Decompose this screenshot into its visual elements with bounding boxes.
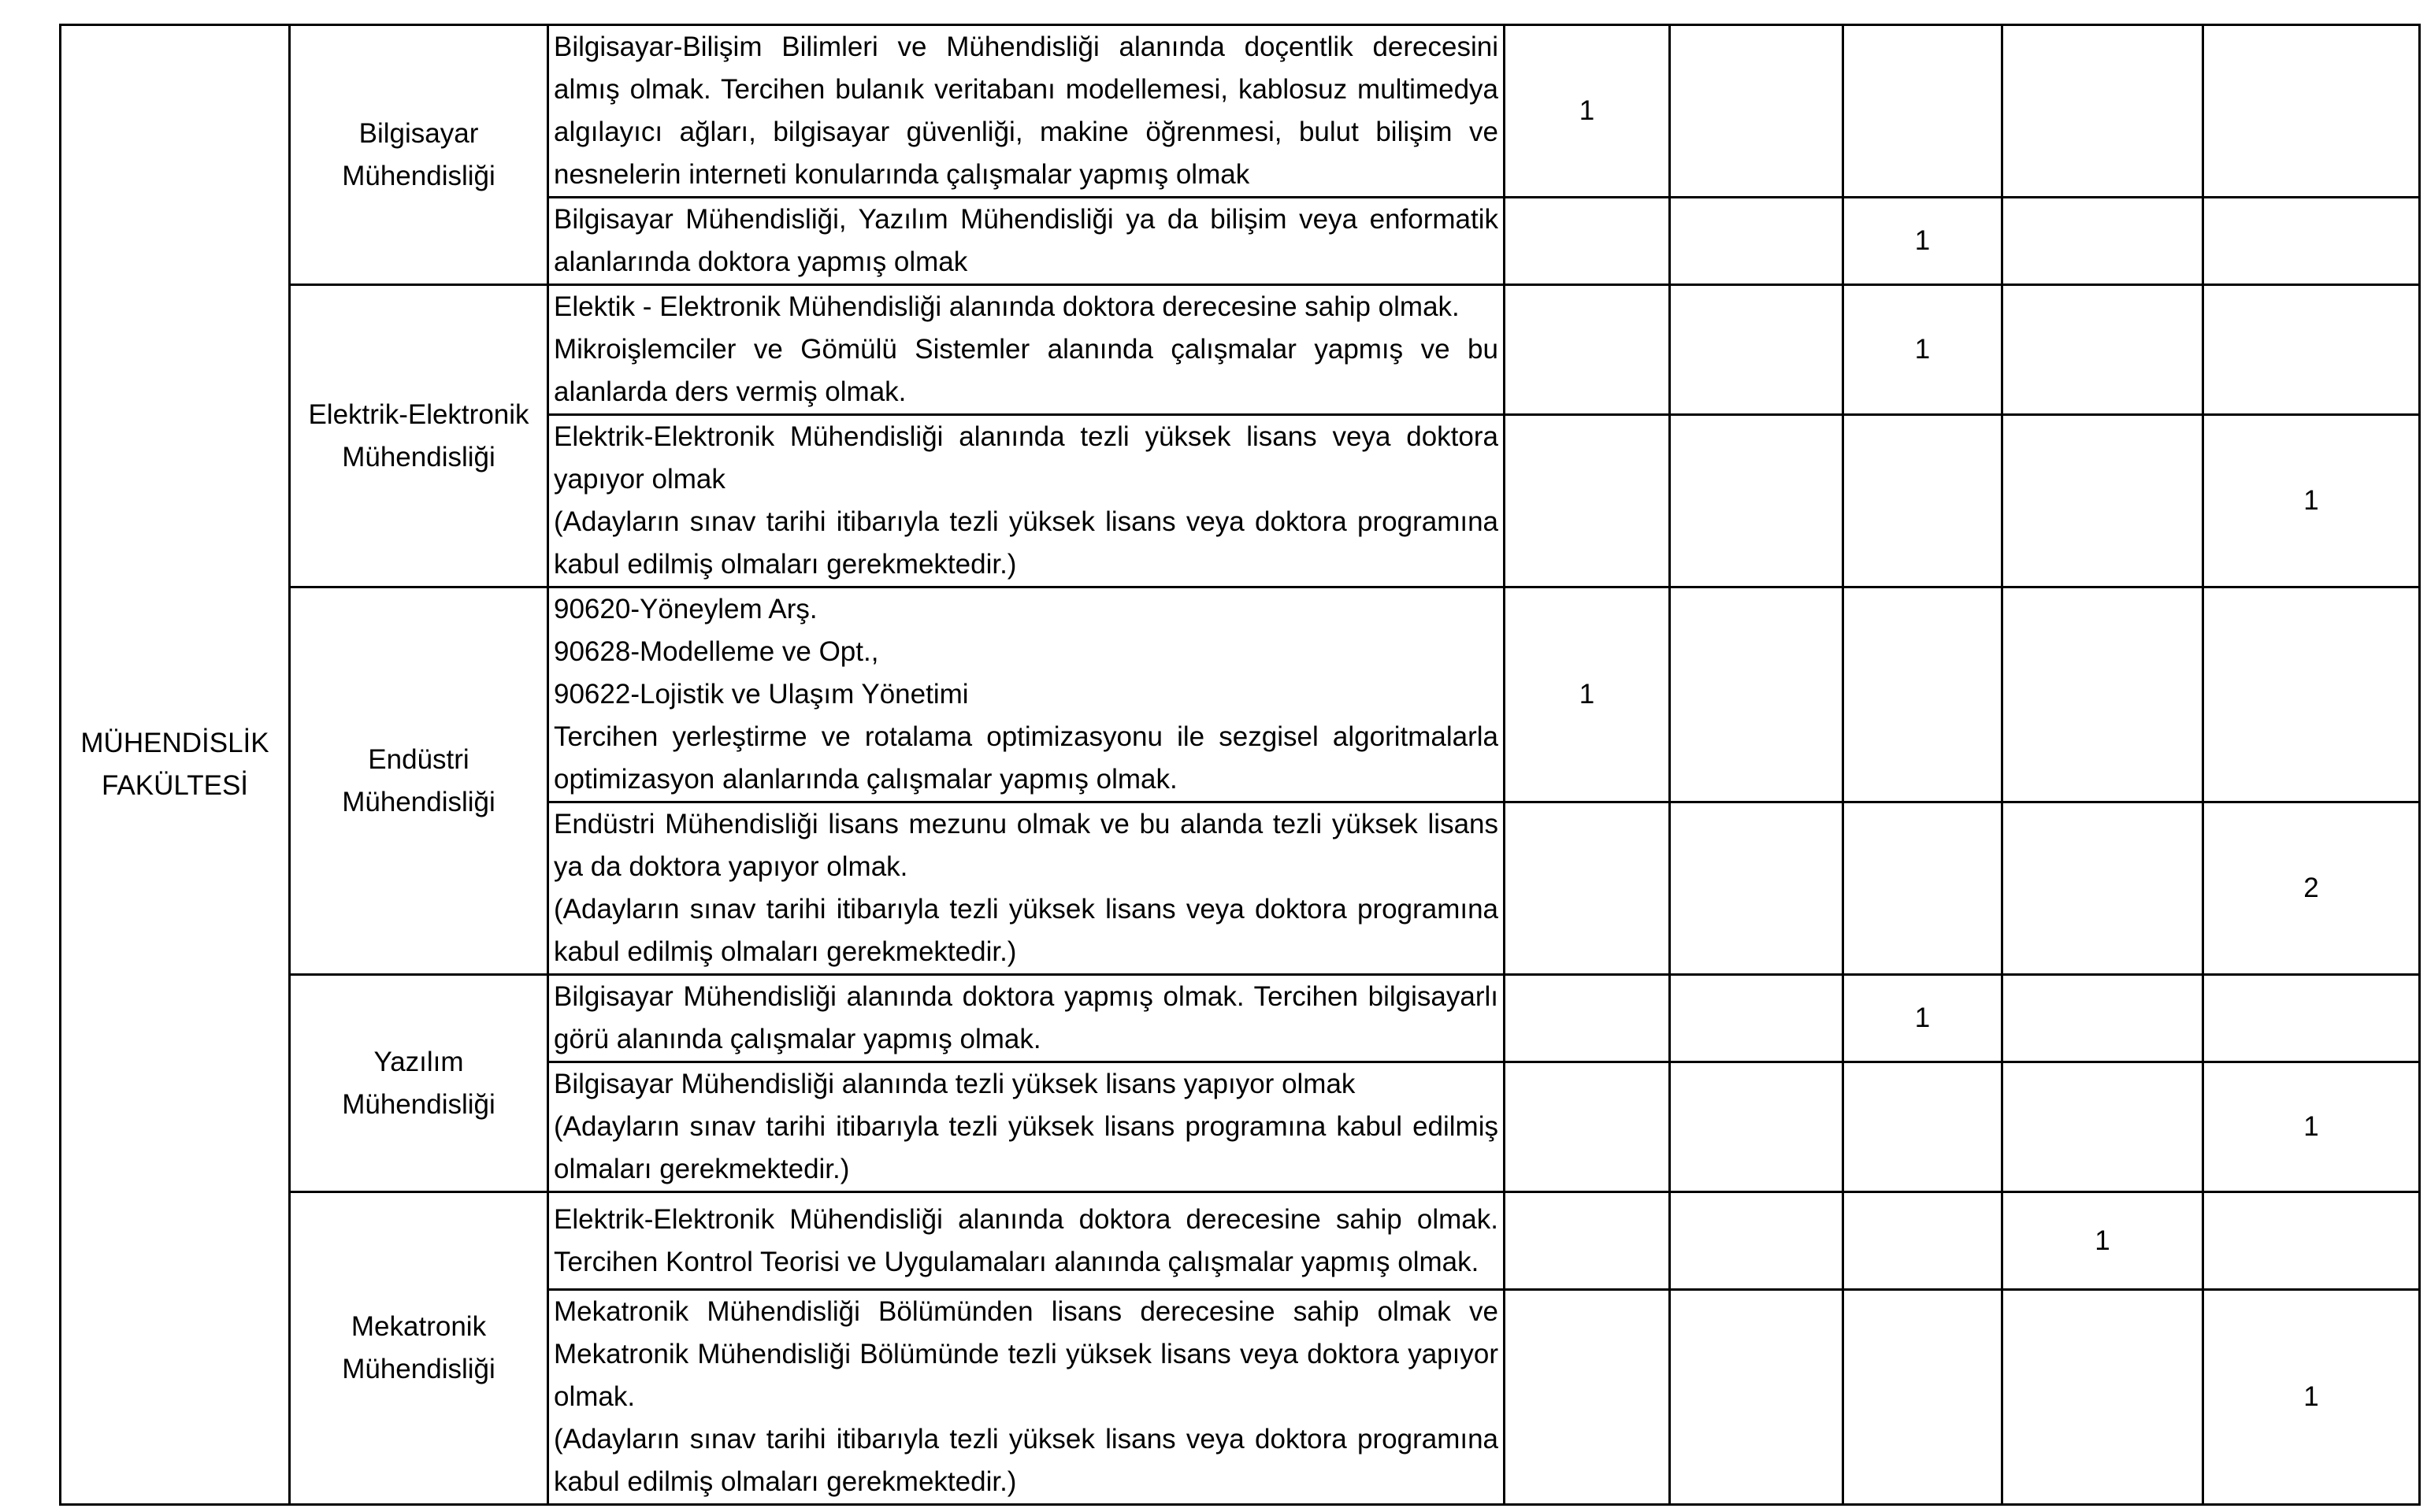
staff-requirements-table bbox=[59, 24, 2421, 1506]
count-cell bbox=[2002, 975, 2203, 1062]
department-name-line: Endüstri bbox=[368, 743, 469, 775]
requirement-cell: Bilgisayar Mühendisliği alanında doktora yapmış olmak. Tercihen bilgisayarlı görü alanında çalışmalar yapmış olmak. bbox=[548, 975, 1505, 1062]
count-cell bbox=[2002, 25, 2203, 198]
faculty-name-line: MÜHENDİSLİK bbox=[80, 728, 269, 758]
count-cell bbox=[1670, 1290, 1843, 1505]
count-cell bbox=[1505, 415, 1670, 587]
requirement-line: Endüstri Mühendisliği lisans mezunu olmak ve bu alanda tezli yüksek lisans ya da doktora yapıyor olmak. bbox=[554, 809, 1498, 882]
count-cell: 1 bbox=[1505, 25, 1670, 198]
department-name-line: Mühendisliği bbox=[342, 786, 495, 817]
requirement-line: 90620-Yöneylem Arş. bbox=[554, 594, 818, 624]
count-cell bbox=[1670, 25, 1843, 198]
count-cell bbox=[2002, 198, 2203, 285]
faculty-name-line: FAKÜLTESİ bbox=[101, 770, 249, 801]
count-cell bbox=[1670, 1062, 1843, 1192]
requirement-cell bbox=[548, 1290, 1505, 1505]
count-cell bbox=[2203, 25, 2420, 198]
requirement-line: Elektik - Elektronik Mühendisliği alanında doktora derecesine sahip olmak. bbox=[554, 291, 1460, 322]
count-cell bbox=[2203, 198, 2420, 285]
count-cell bbox=[1505, 1062, 1670, 1192]
count-cell bbox=[1505, 1290, 1670, 1505]
table-row bbox=[61, 1192, 2420, 1290]
department-cell-bilgisayar bbox=[290, 25, 548, 285]
requirement-cell: Elektrik-Elektronik Mühendisliği alanında doktora derecesine sahip olmak. Tercihen Kontrol Teorisi ve Uygulamaları alanında çalışmalar yapmış olmak. bbox=[548, 1192, 1505, 1290]
requirement-cell bbox=[548, 415, 1505, 587]
count-cell: 1 bbox=[2203, 1290, 2420, 1505]
department-cell-yazilim bbox=[290, 975, 548, 1192]
department-name-line: Bilgisayar bbox=[358, 117, 479, 149]
requirement-line: Elektrik-Elektronik Mühendisliği alanında tezli yüksek lisans veya doktora yapıyor olmak bbox=[554, 421, 1498, 495]
table-row bbox=[61, 587, 2420, 802]
count-cell bbox=[1843, 1192, 2002, 1290]
count-cell bbox=[1670, 415, 1843, 587]
requirement-line: (Adayların sınav tarihi itibarıyla tezli yüksek lisans veya doktora programına kabul edilmiş olmaları gerekmektedir.) bbox=[554, 1424, 1498, 1497]
count-cell: 2 bbox=[2203, 802, 2420, 975]
requirement-line: (Adayların sınav tarihi itibarıyla tezli yüksek lisans veya doktora programına kabul edilmiş olmaları gerekmektedir.) bbox=[554, 506, 1498, 580]
table-row bbox=[61, 25, 2420, 198]
requirement-line: Bilgisayar Mühendisliği alanında tezli yüksek lisans yapıyor olmak bbox=[554, 1069, 1356, 1099]
count-cell bbox=[2002, 285, 2203, 415]
requirement-cell bbox=[548, 587, 1505, 802]
department-name-line: Mühendisliği bbox=[342, 1088, 495, 1120]
count-cell bbox=[2203, 1192, 2420, 1290]
requirement-cell bbox=[548, 1062, 1505, 1192]
requirement-line: (Adayların sınav tarihi itibarıyla tezli yüksek lisans programına kabul edilmiş olmaları gerekmektedir.) bbox=[554, 1111, 1498, 1184]
requirement-line: Tercihen yerleştirme ve rotalama optimizasyonu ile sezgisel algoritmalarla optimizasyon alanlarında çalışmalar yapmış olmak. bbox=[554, 721, 1498, 795]
count-cell bbox=[1843, 415, 2002, 587]
count-cell bbox=[1843, 587, 2002, 802]
requirement-line: (Adayların sınav tarihi itibarıyla tezli yüksek lisans veya doktora programına kabul edilmiş olmaları gerekmektedir.) bbox=[554, 894, 1498, 967]
department-name-line: Mühendisliği bbox=[342, 1354, 495, 1384]
requirement-cell bbox=[548, 285, 1505, 415]
count-cell bbox=[1505, 1192, 1670, 1290]
requirement-line: Mekatronik Mühendisliği Bölümünden lisans derecesine sahip olmak ve Mekatronik Mühendisliği Bölümünde tezli yüksek lisans veya doktora yapıyor olmak. bbox=[554, 1296, 1498, 1412]
count-cell: 1 bbox=[1843, 285, 2002, 415]
count-cell bbox=[1670, 802, 1843, 975]
count-cell: 1 bbox=[2203, 1062, 2420, 1192]
count-cell bbox=[1505, 198, 1670, 285]
count-cell bbox=[1670, 285, 1843, 415]
department-name-line: Mühendisliği bbox=[342, 441, 495, 472]
count-cell bbox=[1843, 802, 2002, 975]
count-cell bbox=[1843, 25, 2002, 198]
count-cell bbox=[1843, 1290, 2002, 1505]
department-cell-mekatronik bbox=[290, 1192, 548, 1505]
department-name-line: Mühendisliği bbox=[342, 160, 495, 191]
faculty-cell bbox=[61, 25, 290, 1505]
count-cell bbox=[2203, 587, 2420, 802]
requirement-cell: Bilgisayar-Bilişim Bilimleri ve Mühendisliği alanında doçentlik derecesini almış olmak. Tercihen bulanık veritabanı modellemesi, kablosuz multimedya algılayıcı ağları, bilgisayar güvenliği, makine öğrenmesi, bulut bilişim ve nesnelerin interneti konularında çalışmalar yapmış olmak bbox=[548, 25, 1505, 198]
table-row bbox=[61, 285, 2420, 415]
count-cell bbox=[1843, 1062, 2002, 1192]
department-name-line: Elektrik-Elektronik bbox=[308, 398, 529, 430]
requirement-line: 90628-Modelleme ve Opt., bbox=[554, 636, 879, 667]
requirement-line: Mikroişlemciler ve Gömülü Sistemler alanında çalışmalar yapmış ve bu alanlarda ders vermiş olmak. bbox=[554, 334, 1498, 407]
count-cell bbox=[1505, 975, 1670, 1062]
count-cell bbox=[2002, 587, 2203, 802]
requirement-cell bbox=[548, 802, 1505, 975]
count-cell bbox=[1505, 802, 1670, 975]
count-cell bbox=[1670, 975, 1843, 1062]
count-cell bbox=[2002, 802, 2203, 975]
department-cell-endustri bbox=[290, 587, 548, 975]
count-cell bbox=[2203, 285, 2420, 415]
count-cell: 1 bbox=[2203, 415, 2420, 587]
count-cell bbox=[2002, 1290, 2203, 1505]
department-name-line: Mekatronik bbox=[351, 1311, 487, 1342]
department-cell-elektrik bbox=[290, 285, 548, 587]
count-cell: 1 bbox=[1505, 587, 1670, 802]
count-cell bbox=[2002, 1062, 2203, 1192]
requirement-line: 90622-Lojistik ve Ulaşım Yönetimi bbox=[554, 679, 969, 710]
department-name-line: Yazılım bbox=[373, 1046, 464, 1077]
count-cell bbox=[2203, 975, 2420, 1062]
table-row bbox=[61, 975, 2420, 1062]
count-cell bbox=[1670, 198, 1843, 285]
count-cell bbox=[1505, 285, 1670, 415]
requirement-cell: Bilgisayar Mühendisliği, Yazılım Mühendisliği ya da bilişim veya enformatik alanlarında doktora yapmış olmak bbox=[548, 198, 1505, 285]
count-cell: 1 bbox=[2002, 1192, 2203, 1290]
count-cell: 1 bbox=[1843, 975, 2002, 1062]
count-cell bbox=[1670, 587, 1843, 802]
count-cell: 1 bbox=[1843, 198, 2002, 285]
count-cell bbox=[1670, 1192, 1843, 1290]
count-cell bbox=[2002, 415, 2203, 587]
